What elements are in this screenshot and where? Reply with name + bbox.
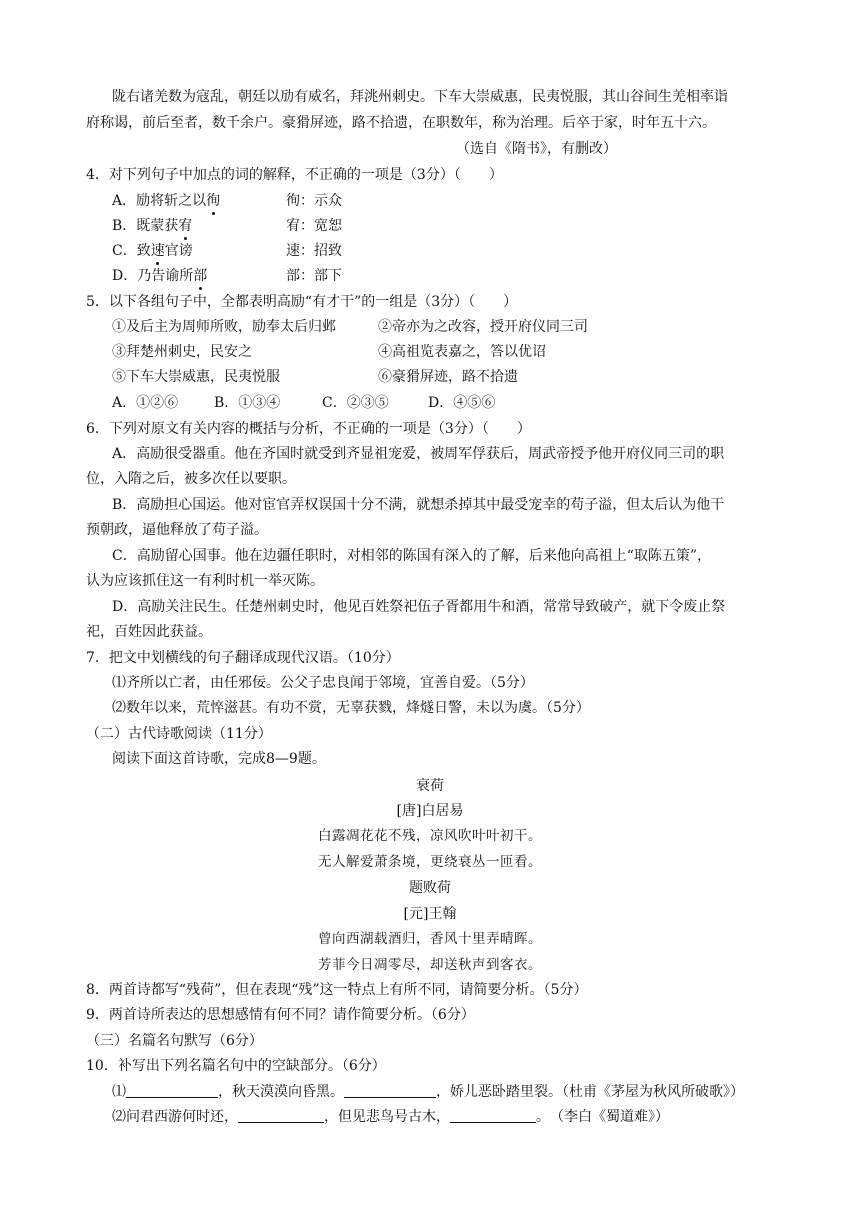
option-a[interactable] [112,190,220,212]
poem-2-author: [元]王翰 [403,906,457,922]
option-b[interactable]: B．高励担心国运。他对宦官弄权误国十分不满，就想杀掉其中最受宠幸的苟子溢，但太后认为他干 [112,497,725,513]
sentence-item: ③拜楚州刺史，民安之 [112,344,252,360]
poem-text: 。 （李白《蜀道难》） [536,1109,669,1125]
translate-sentence-1: ⑴齐所以亡者，由任邪佞。公父子忠良闻于邻境，宜善自爱。（5分） [112,675,534,691]
option-text: 致 [136,243,151,259]
option-a-gloss: 徇：示众 [286,193,342,209]
option-b[interactable] [112,215,192,237]
poem-2-line: 曾向西湖载酒归，香风十里弄晴晖。 [318,931,542,947]
option-letter: B． [112,218,137,234]
option-text: 官谤 [164,243,193,259]
translate-sentence-2: ⑵数年以来，荒悴滋甚。有功不赏，无辜获戮，烽燧日警，未以为虞。（5分） [112,700,590,716]
option-a-cont: 位，入隋之后，被多次任以要职。 [86,471,296,487]
sentence-item: ②帝亦为之改容，授开府仪同三司 [378,319,588,335]
question-7-stem: 7．把文中划横线的句子翻译成现代汉语。（10分） [86,650,400,666]
dotted-word: 速 [151,240,165,262]
sentence-item: ⑥豪猾屏迹，路不拾遗 [378,369,518,385]
poem-text: ，秋天漠漠向昏黑。 [218,1084,344,1100]
dotted-word: 宥 [178,215,192,237]
question-5-stem: 5．以下各组句子中，全都表明高励“有才干”的一组是（3分）（ ） [86,294,518,310]
poem-1-line: 无人解爱萧条境，更绕衰丛一匝看。 [318,854,542,870]
poem-2-title: 题败荷 [409,880,451,896]
sentence-item: ④高祖览表嘉之，答以优诏 [378,344,546,360]
option-b-cont: 预朝政，逼他释放了苟子溢。 [86,522,268,538]
option-letter: A． [112,193,137,209]
item-number: ⑴ [112,1084,126,1100]
option-d-cont: 祀，百姓因此获益。 [86,624,212,640]
blank-input[interactable] [450,1107,536,1123]
fill-blank-line-1 [112,1081,744,1103]
dotted-word: 徇 [206,190,220,212]
section-heading: （三）名篇名句默写（6分） [86,1033,263,1049]
poem-text: ，娇儿恶卧踏里裂。（杜甫《茅屋为秋风所破歌》） [436,1084,744,1100]
question-4-stem: 4．对下列句子中加点的词的解释，不正确的一项是（3分）（ ） [86,167,503,183]
option-text: 既蒙获 [136,218,179,234]
question-8: 8．两首诗都写“残荷”，但在表现“残”这一特点上有所不同，请简要分析。（5分） [86,982,588,998]
poem-2-line: 芳菲今日凋零尽，却送秋声到客衣。 [318,957,542,973]
option-text: 励将斩之以 [136,193,207,209]
poem-text: ⑵问君西游何时还， [112,1109,238,1125]
passage-line: 府称谒，前后至者，数千余户。豪猾屏迹，路不拾遗，在职数年，称为治理。后卒于家，时年五十六。 [86,115,716,131]
choice-c[interactable]: C．②③⑤ [322,395,389,411]
option-c[interactable]: C．高励留心国事。他在边疆任职时，对相邻的陈国有深入的了解，后来他向高祖上“取陈五策”， [112,548,712,564]
dotted-word: 部 [193,265,207,287]
choice-d[interactable]: D．④⑤⑥ [428,395,496,411]
blank-input[interactable] [344,1082,436,1098]
passage-source: （选自《隋书》，有删改） [456,141,617,157]
option-a[interactable]: A．高励很受器重。他在齐国时就受到齐显祖宠爱，被周军俘获后，周武帝授予他开府仪同三司的职 [112,446,725,462]
blank-input[interactable] [126,1082,218,1098]
option-letter: C． [112,243,137,259]
sentence-item: ①及后主为周师所败，励奉太后归邺 [112,319,336,335]
section-intro: 阅读下面这首诗歌，完成8—9题。 [112,751,326,767]
choice-a[interactable]: A．①②⑥ [112,395,179,411]
poem-text: ，但见悲鸟号古木， [324,1109,450,1125]
option-c[interactable] [112,240,193,262]
option-d[interactable] [112,265,207,287]
question-9: 9．两首诗所表达的思想感情有何不同？请作简要分析。（6分） [86,1007,475,1023]
poem-1-author: [唐]白居易 [396,803,464,819]
question-6-stem: 6．下列对原文有关内容的概括与分析，不正确的一项是（3分）（ ） [86,421,531,437]
blank-input[interactable] [238,1107,324,1123]
sentence-item: ⑤下车大崇威惠，民夷悦服 [112,369,280,385]
choice-b[interactable]: B．①③④ [214,395,281,411]
option-c-cont: 认为应该抓住这一有利时机一举灭陈。 [86,573,324,589]
fill-blank-line-2 [112,1106,669,1128]
poem-1-line: 白露凋花花不残，凉风吹叶叶初干。 [318,828,542,844]
option-d[interactable]: D．高励关注民生。任楚州刺史时，他见百姓祭祀伍子胥都用牛和酒，常常导致破产，就下令废止祭 [112,599,726,615]
option-letter: D． [112,268,138,284]
option-c-gloss: 速：招致 [286,243,342,259]
option-text: 乃告谕所 [137,268,194,284]
poem-1-title: 衰荷 [416,778,444,794]
question-10-stem: 10．补写出下列名篇名句中的空缺部分。（6分） [86,1058,386,1074]
passage-line: 陇右诸羌数为寇乱，朝廷以劢有威名，拜洮州刺史。下车大崇威惠，民夷悦服，其山谷间生羌相率诣 [112,89,728,105]
option-b-gloss: 宥：宽恕 [286,218,342,234]
section-heading: （二）古代诗歌阅读（11分） [86,726,272,742]
option-d-gloss: 部：部下 [286,268,342,284]
